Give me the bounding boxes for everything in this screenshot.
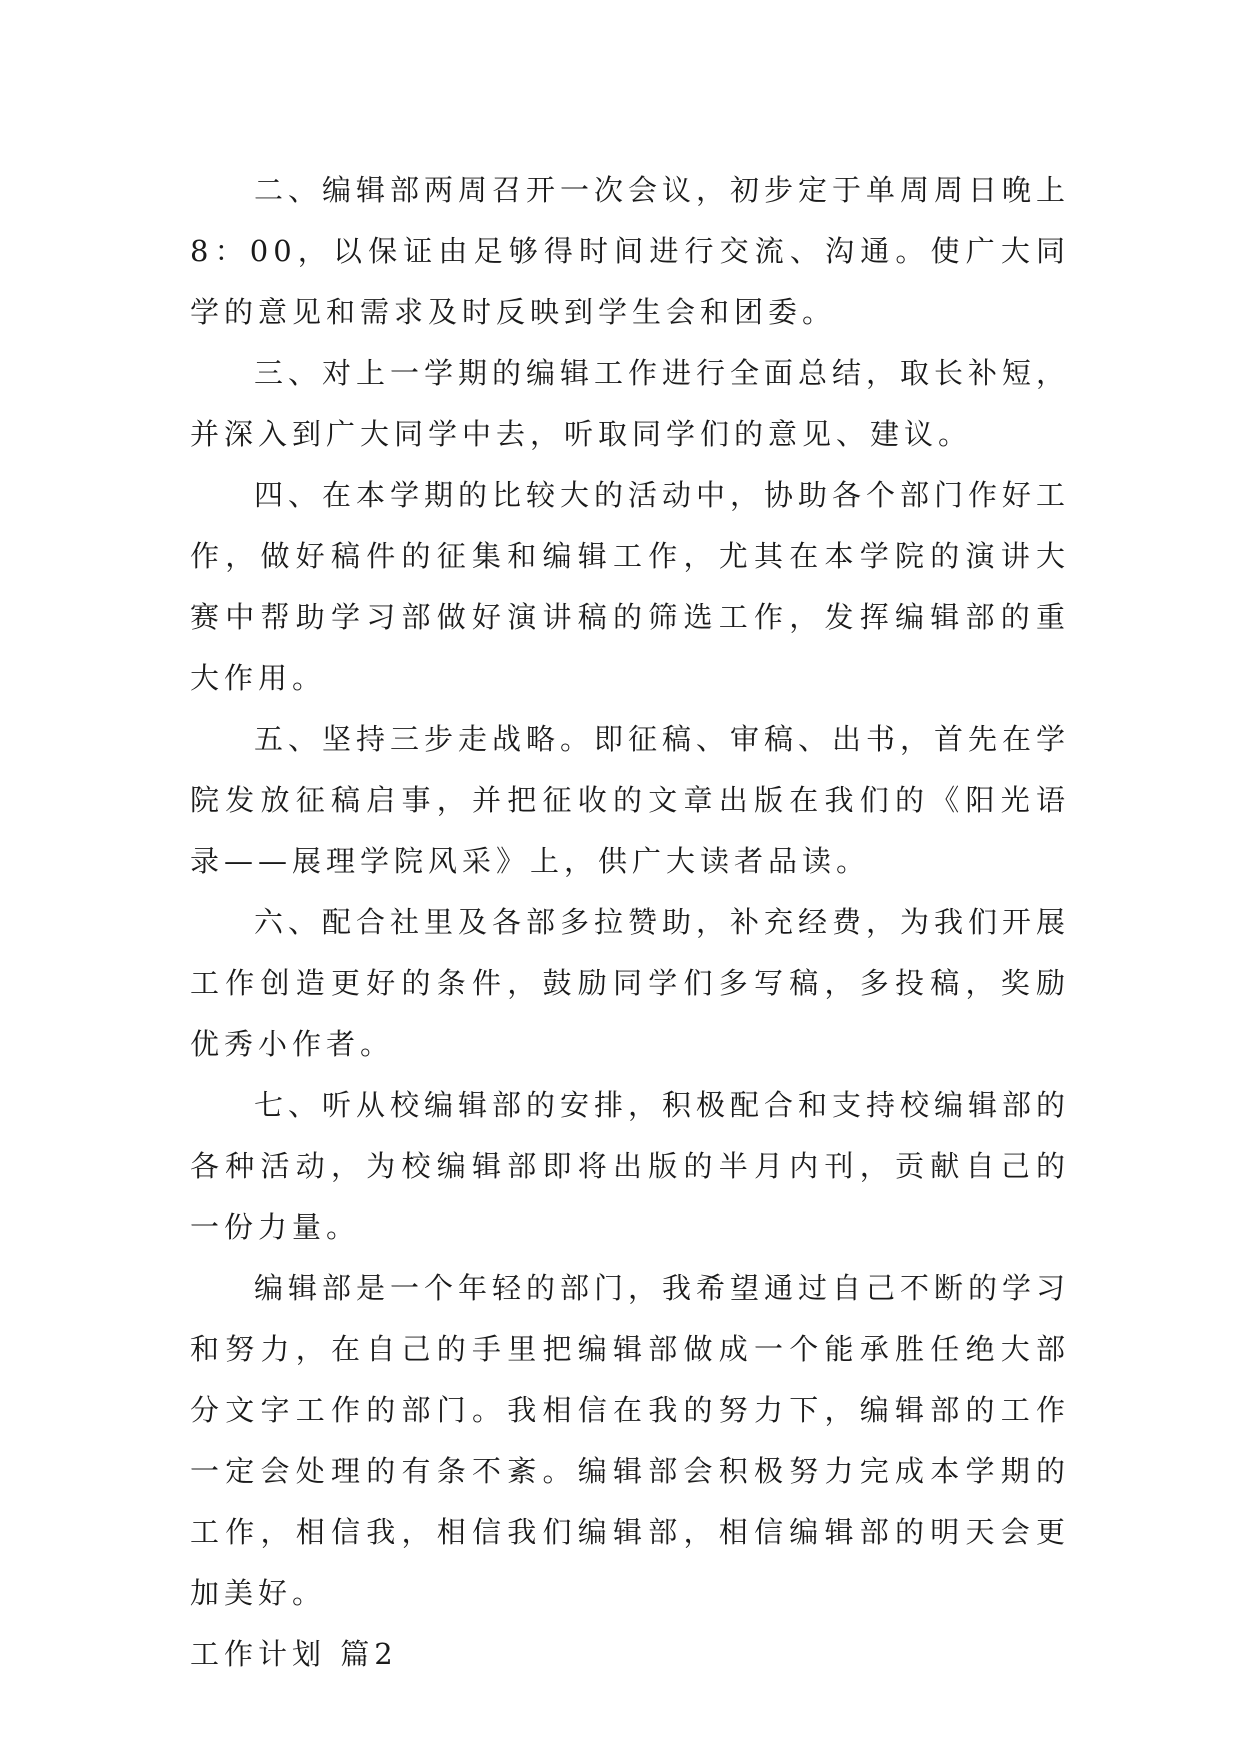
paragraph-item-6: 六、配合社里及各部多拉赞助，补充经费，为我们开展工作创造更好的条件，鼓励同学们多写稿，多投稿，奖励优秀小作者。 <box>190 905 1071 1061</box>
paragraph-item-2: 二、编辑部两周召开一次会议，初步定于单周周日晚上8：00，以保证由足够得时间进行交流、沟通。使广大同学的意见和需求及时反映到学生会和团委。 <box>190 173 1071 329</box>
closing-paragraph: 编辑部是一个年轻的部门，我希望通过自己不断的学习和努力，在自己的手里把编辑部做成一个能承胜任绝大部分文字工作的部门。我相信在我的努力下，编辑部的工作一定会处理的有条不紊。编辑部会积极努力完成本学期的工作，相信我，相信我们编辑部，相信编辑部的明天会更加美好。 <box>190 1271 1071 1610</box>
paragraph-item-5: 五、坚持三步走战略。即征稿、审稿、出书，首先在学院发放征稿启事，并把征收的文章出版在我们的《阳光语录——展理学院风采》上，供广大读者品读。 <box>190 722 1071 878</box>
paragraph-item-7: 七、听从校编辑部的安排，积极配合和支持校编辑部的各种活动，为校编辑部即将出版的半月内刊，贡献自己的一份力量。 <box>190 1088 1071 1244</box>
section-heading: 工作计划 篇2 <box>190 1637 398 1671</box>
paragraph-item-4: 四、在本学期的比较大的活动中，协助各个部门作好工作，做好稿件的征集和编辑工作，尤其在本学院的演讲大赛中帮助学习部做好演讲稿的筛选工作，发挥编辑部的重大作用。 <box>190 478 1071 695</box>
paragraph-item-3: 三、对上一学期的编辑工作进行全面总结，取长补短，并深入到广大同学中去，听取同学们的意见、建议。 <box>190 356 1071 451</box>
document-body <box>190 160 1070 1685</box>
